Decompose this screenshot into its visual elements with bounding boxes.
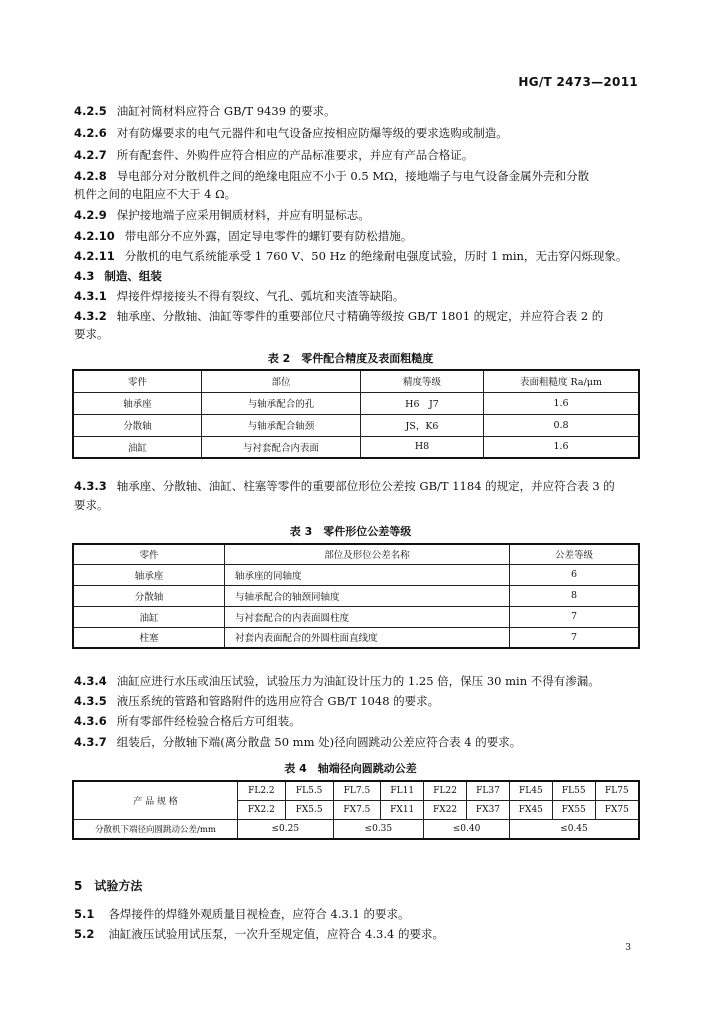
- table-header: 部位: [202, 370, 361, 392]
- table-cell: H8: [361, 436, 484, 458]
- clause-text: 制造、组装: [104, 269, 162, 283]
- table-header: 精度等级: [361, 370, 484, 392]
- clause-text: 分散机的电气系统能承受 1 760 V、50 Hz 的绝缘耐电强度试验，历时 1 min，无击穿闪烁现象。: [124, 249, 628, 263]
- section-4-3-heading: [74, 268, 162, 284]
- table-header-row: [73, 370, 639, 392]
- table-cell: FX7.5: [333, 800, 381, 819]
- table-3-caption: 表 3 零件形位公差等级: [289, 525, 412, 538]
- table-header: 零件: [73, 544, 225, 564]
- table-header: 公差等级: [510, 544, 640, 564]
- clause-number: 4.2.8: [74, 169, 107, 183]
- table-cell: 7: [510, 606, 640, 627]
- clause-4-2-5: [74, 103, 336, 119]
- clause-number: 4.2.6: [74, 126, 107, 140]
- clause-number: 4.3.5: [74, 694, 107, 708]
- table-2: [72, 369, 640, 459]
- table-cell: 轴承座: [73, 392, 202, 414]
- clause-text: 所有零部件经检验合格后方可组装。: [116, 714, 301, 728]
- table-cell: FX2.2: [238, 800, 286, 819]
- table-cell: 油缸: [73, 606, 225, 627]
- table-cell: FX75: [595, 800, 639, 819]
- section-5-heading: 5 试验方法: [74, 879, 143, 893]
- clause-4-2-11: [74, 248, 627, 264]
- clause-text: 轴承座、分散轴、油缸、柱塞等零件的重要部位形位公差按 GB/T 1184 的规定，并应符合表 3 的: [116, 479, 615, 493]
- clause-number: 4.2.7: [74, 148, 107, 162]
- table-cell: FX45: [509, 800, 552, 819]
- table-cell: 8: [510, 585, 640, 606]
- table-4: [72, 780, 640, 840]
- table-cell: 油缸: [73, 436, 202, 458]
- clause-text: 油缸衬筒材料应符合 GB/T 9439 的要求。: [116, 104, 336, 118]
- clause-number: 4.3.4: [74, 674, 107, 688]
- table-cell: 柱塞: [73, 627, 225, 648]
- table-row: [73, 436, 639, 458]
- table-cell: 衬套内表面配合的外圆柱面直线度: [225, 627, 510, 648]
- table-row: [73, 819, 639, 839]
- table-cell: FL55: [552, 781, 595, 800]
- table-cell: 轴承座: [73, 564, 225, 585]
- table-cell: FL75: [595, 781, 639, 800]
- clause-number: 4.2.9: [74, 208, 107, 222]
- clause-4-3-7: [74, 734, 521, 750]
- clause-number: 4.2.10: [74, 229, 115, 243]
- clause-4-3-2: [74, 308, 603, 324]
- clause-4-2-8-continued: 机件之间的电阻应不大于 4 Ω。: [74, 187, 237, 201]
- clause-text: 油缸液压试验用试压泵，一次升至规定值，应符合 4.3.4 的要求。: [108, 927, 444, 941]
- clause-5-1: [74, 906, 409, 922]
- clause-4-2-8: [74, 168, 589, 184]
- standard-number: HG/T 2473—2011: [518, 75, 638, 89]
- table-cell: JS，K6: [361, 414, 484, 436]
- clause-number: 5.1: [74, 907, 95, 921]
- table-row: [73, 392, 639, 414]
- clause-4-3-5: [74, 693, 439, 709]
- table-cell: 1.6: [484, 392, 640, 414]
- table-cell: FX5.5: [285, 800, 333, 819]
- clause-number: 4.3.6: [74, 714, 107, 728]
- table-cell: 7: [510, 627, 640, 648]
- table-header: 零件: [73, 370, 202, 392]
- table-cell: FL37: [467, 781, 510, 800]
- clause-text: 对有防爆要求的电气元器件和电气设备应按相应防爆等级的要求选购或制造。: [116, 126, 508, 140]
- clause-4-2-7: [74, 147, 473, 163]
- table-cell: 与衬套配合内表面: [202, 436, 361, 458]
- page-number: 3: [625, 943, 631, 953]
- clause-text: 各焊接件的焊缝外观质量目视检查，应符合 4.3.1 的要求。: [108, 907, 410, 921]
- clause-4-3-3: [74, 478, 615, 494]
- clause-4-3-1: [74, 288, 404, 304]
- table-cell: 1.6: [484, 436, 640, 458]
- table-row-label: 分散机下端径向圆跳动公差/mm: [73, 819, 238, 839]
- clause-4-2-6: [74, 125, 508, 141]
- table-cell: 与轴承配合的轴颈同轴度: [225, 585, 510, 606]
- table-cell: 与轴承配合轴颈: [202, 414, 361, 436]
- table-cell: 0.8: [484, 414, 640, 436]
- table-header-row: [73, 544, 639, 564]
- clause-text: 保护接地端子应采用铜质材料，并应有明显标志。: [116, 208, 370, 222]
- table-cell: 6: [510, 564, 640, 585]
- table-row: [73, 564, 639, 585]
- table-cell: FL5.5: [285, 781, 333, 800]
- table-header: 表面粗糙度 Ra/μm: [484, 370, 640, 392]
- clause-4-3-4: [74, 673, 600, 689]
- table-row: [73, 606, 639, 627]
- clause-5-2: [74, 926, 444, 942]
- clause-number: 4.3.3: [74, 479, 107, 493]
- clause-4-3-2-continued: 要求。: [74, 327, 109, 341]
- clause-number: 4.3.1: [74, 289, 107, 303]
- table-cell: FL45: [509, 781, 552, 800]
- table-cell: ≤0.25: [238, 819, 334, 839]
- clause-text: 焊接件焊接接头不得有裂纹、气孔、弧坑和夹渣等缺陷。: [116, 289, 405, 303]
- clause-number: 4.3.7: [74, 735, 107, 749]
- clause-4-2-9: [74, 207, 370, 223]
- table-cell: FX11: [381, 800, 424, 819]
- table-cell: FL11: [381, 781, 424, 800]
- table-4-caption: 表 4 轴端径向圆跳动公差: [284, 762, 417, 775]
- table-cell: 与衬套配合的内表面圆柱度: [225, 606, 510, 627]
- table-2-caption: 表 2 零件配合精度及表面粗糙度: [267, 352, 434, 365]
- table-header: 部位及形位公差名称: [225, 544, 510, 564]
- clause-text: 导电部分对分散机件之间的绝缘电阻应不小于 0.5 MΩ，接地端子与电气设备金属外壳和分散: [116, 169, 590, 183]
- clause-4-3-3-continued: 要求。: [74, 498, 109, 512]
- clause-number: 4.3.2: [74, 309, 107, 323]
- table-cell: H6 J7: [361, 392, 484, 414]
- table-row-label: 产 品 规 格: [73, 781, 238, 819]
- clause-number: 4.2.11: [74, 249, 115, 263]
- table-cell: FX22: [424, 800, 467, 819]
- table-cell: FX55: [552, 800, 595, 819]
- table-cell: FX37: [467, 800, 510, 819]
- clause-text: 带电部分不应外露，固定导电零件的螺钉要有防松措施。: [124, 229, 413, 243]
- table-cell: 分散轴: [73, 414, 202, 436]
- clause-number: 5.2: [74, 927, 95, 941]
- clause-4-3-6: [74, 713, 301, 729]
- table-cell: FL22: [424, 781, 467, 800]
- clause-text: 油缸应进行水压或油压试验，试验压力为油缸设计压力的 1.25 倍，保压 30 min 不得有渗漏。: [116, 674, 600, 688]
- table-row: [73, 585, 639, 606]
- table-cell: 轴承座的同轴度: [225, 564, 510, 585]
- table-row: [73, 627, 639, 648]
- clause-number: 4.2.5: [74, 104, 107, 118]
- table-cell: ≤0.45: [509, 819, 639, 839]
- table-cell: ≤0.40: [424, 819, 510, 839]
- table-cell: 分散轴: [73, 585, 225, 606]
- table-cell: 与轴承配合的孔: [202, 392, 361, 414]
- table-row: [73, 414, 639, 436]
- clause-4-2-10: [74, 228, 412, 244]
- table-cell: FL2.2: [238, 781, 286, 800]
- clause-text: 所有配套件、外购件应符合相应的产品标准要求，并应有产品合格证。: [116, 148, 474, 162]
- clause-number: 4.3: [74, 269, 95, 283]
- clause-text: 组装后，分散轴下端(离分散盘 50 mm 处)径向圆跳动公差应符合表 4 的要求。: [116, 735, 522, 749]
- table-row: [73, 781, 639, 800]
- table-cell: FL7.5: [333, 781, 381, 800]
- clause-text: 轴承座、分散轴、油缸等零件的重要部位尺寸精确等级按 GB/T 1801 的规定，并应符合表 2 的: [116, 309, 604, 323]
- clause-text: 液压系统的管路和管路附件的选用应符合 GB/T 1048 的要求。: [116, 694, 440, 708]
- table-cell: ≤0.35: [333, 819, 424, 839]
- table-3: [72, 543, 640, 649]
